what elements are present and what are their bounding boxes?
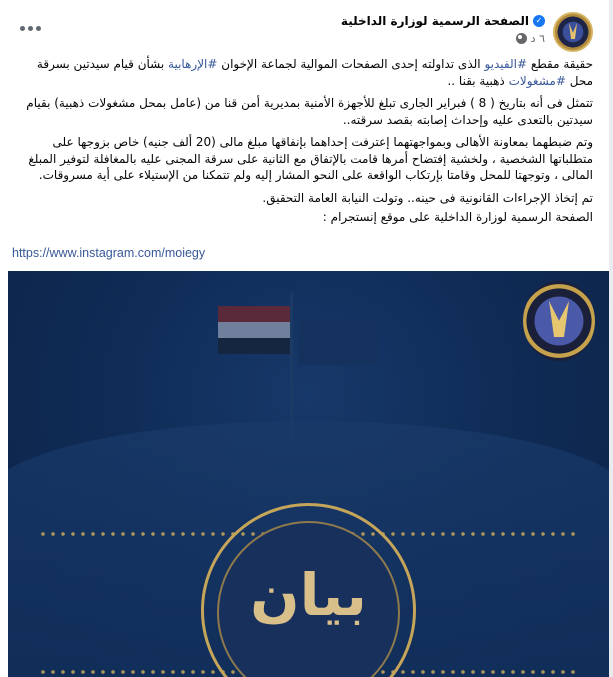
page-name-row <box>341 14 545 28</box>
page-avatar[interactable] <box>553 12 593 52</box>
more-options-icon-dot <box>36 26 41 31</box>
text-span: بشأن قيام سيدتين بسرقة محل <box>36 57 593 88</box>
post-text <box>12 56 593 232</box>
hashtag-video[interactable]: #الفيديو <box>484 57 528 71</box>
post-meta <box>516 32 545 45</box>
text-span: ذهبية بقنا .. <box>447 73 509 88</box>
paragraph-4: تم إتخاذ الإجراءات القانونية فى حينه.. وتولت النيابة العامة التحقيق. <box>262 190 593 205</box>
egypt-flag <box>218 306 290 354</box>
text-span: حقيقة مقطع <box>527 57 593 71</box>
paragraph-1 <box>12 56 593 89</box>
page-name[interactable]: الصفحة الرسمية لوزارة الداخلية <box>340 14 529 28</box>
more-options-button[interactable] <box>20 26 41 31</box>
instagram-link[interactable]: https://www.instagram.com/moiegy <box>12 246 206 260</box>
hashtag-terrorist[interactable]: #الإرهابية <box>168 57 218 71</box>
globe-icon <box>516 33 527 44</box>
hashtag-jewelry[interactable]: #مشغولات <box>508 73 566 88</box>
paragraph-5: الصفحة الرسمية لوزارة الداخلية على موقع إنستجرام : <box>322 210 593 224</box>
statement-title: بيان <box>250 561 367 629</box>
verified-badge-icon: ✓ <box>533 15 545 27</box>
text-span: الذى تداولته إحدى الصفحات الموالية لجماعة الإخوان <box>217 57 485 71</box>
timestamp[interactable]: ٦ د <box>530 32 545 45</box>
paragraph-2: تتمثل فى أنه بتاريخ ( 8 ) فبراير الجارى تبلغ للأجهزة الأمنية بمديرية أمن قنا من (عامل بمحل مشغولات ذهبية) بقيام سيدتين بالتعدى عليه وإحداث إصابته بقصد سرقته.. <box>26 96 593 127</box>
post-image[interactable] <box>8 271 609 677</box>
more-options-icon <box>20 26 25 31</box>
post-header <box>12 8 593 54</box>
more-options-icon-dot <box>28 26 33 31</box>
police-emblem-icon <box>523 281 595 361</box>
paragraph-3: وتم ضبطهما بمعاونة الأهالى وبمواجهتهما إعترفت إحداهما بإنفاقها مبلغ مالى (20 ألف جنيه) خاص بزوجها على متطلباتها الشخصية ، ولخشية إفتضاح أمرها قامت بالإتفاق مع الثانية على سرقة المجنى عليه بالمغافلة لتوفير المبلغ المالى ، وتوجهتا للمحل وقامتا بإرتكاب الواقعة على النحو المشار إليه ولم تتمكنا من الإستيلاء على أية مسروقات. <box>28 135 593 182</box>
police-flag <box>299 319 379 365</box>
